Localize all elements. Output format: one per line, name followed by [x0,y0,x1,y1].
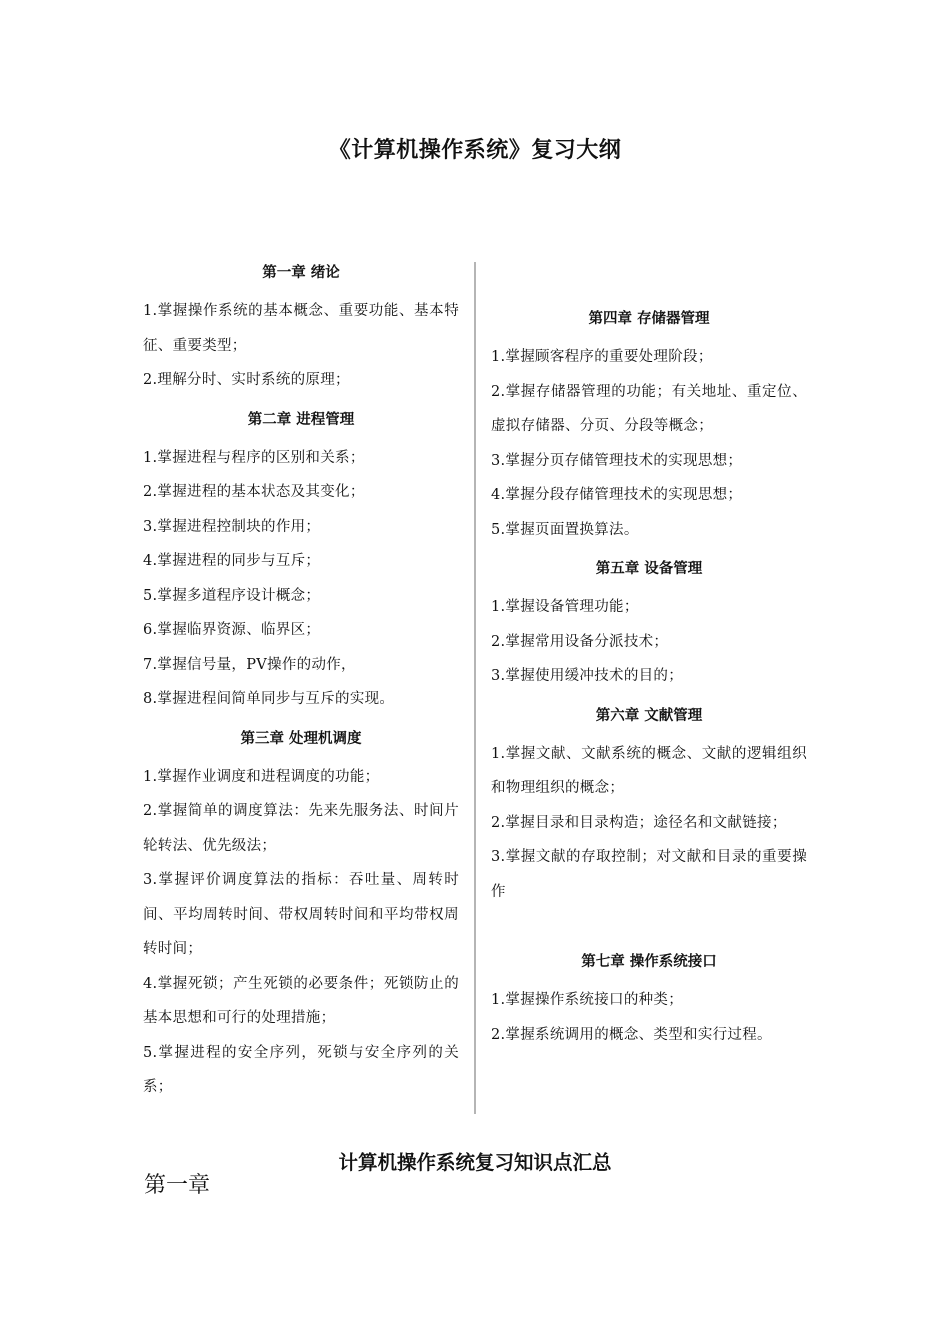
outline-item: 1.掌握文献、文献系统的概念、文献的逻辑组织和物理组织的概念； [491,745,807,796]
outline-item: 2.掌握简单的调度算法：先来先服务法、时间片轮转法、优先级法； [143,803,459,854]
chapter-7 [491,951,807,1052]
outline-item: 2.掌握存储器管理的功能；有关地址、重定位、虚拟存储器、分页、分段等概念； [491,383,807,434]
chapter-4 [491,308,807,547]
outline-item: 1.掌握操作系统接口的种类； [491,992,684,1008]
chapter-heading: 第四章 存储器管理 [588,311,710,327]
column-divider [474,262,476,1114]
chapter-heading: 第二章 进程管理 [247,411,355,428]
outline-item: 1.掌握作业调度和进程调度的功能； [143,768,380,785]
chapter-1 [143,262,459,398]
chapter-heading: 第五章 设备管理 [595,561,703,577]
outline-item: 2.掌握系统调用的概念、类型和实行过程。 [491,1026,772,1043]
left-column [143,262,459,1105]
outline-item: 3.掌握使用缓冲技术的目的； [491,668,684,684]
chapter-5 [491,558,807,694]
outline-item: 2.掌握目录和目录构造；途径名和文献链接； [491,814,787,831]
outline-item: 1.掌握设备管理功能； [491,599,639,615]
outline-item: 2.掌握进程的基本状态及其变化； [143,484,365,500]
outline-item: 8.掌握进程间简单同步与互斥的实现。 [143,691,395,707]
outline-item: 3.掌握进程控制块的作用； [143,518,321,535]
outline-item: 2.掌握常用设备分派技术； [491,633,669,650]
outline-item: 7.掌握信号量，PV操作的动作， [143,656,356,673]
outline-item: 4.掌握分段存储管理技术的实现思想； [491,487,743,503]
summary-title: 计算机操作系统复习知识点汇总 [338,1151,612,1174]
outline-item: 3.掌握分页存储管理技术的实现思想； [491,452,743,469]
outline-item: 1.掌握顾客程序的重要处理阶段； [491,349,713,365]
chapter-heading: 第七章 操作系统接口 [581,954,717,970]
outline-item: 3.掌握文献的存取控制；对文献和目录的重要操作 [491,849,807,900]
outline-item: 4.掌握死锁；产生死锁的必要条件；死锁防止的基本思想和可行的处理措施； [143,975,459,1026]
outline-item: 3.掌握评价调度算法的指标：吞吐量、周转时间、平均周转时间、带权周转时间和平均带权周转时间； [143,872,459,957]
outline-item: 1.掌握操作系统的基本概念、重要功能、基本特征、重要类型； [143,303,459,354]
outline-item: 2.理解分时、实时系统的原理； [143,372,350,388]
outline-item: 5.掌握多道程序设计概念； [143,587,321,604]
chapter-6 [491,705,807,910]
outline-item: 5.掌握进程的安全序列，死锁与安全序列的关系； [143,1044,459,1095]
right-column [491,308,807,1052]
chapter-heading: 第三章 处理机调度 [240,730,362,747]
section-label: 第一章 [144,1173,211,1198]
outline-item: 1.掌握进程与程序的区别和关系； [143,449,365,466]
outline-item: 6.掌握临界资源、临界区； [143,622,321,638]
chapter-3 [143,728,459,1105]
outline-item: 4.掌握进程的同步与互斥； [143,553,321,569]
chapter-heading: 第一章 绪论 [262,265,340,281]
chapter-2 [143,409,459,717]
chapter-heading: 第六章 文献管理 [595,707,703,724]
outline-item: 5.掌握页面置换算法。 [491,521,639,538]
document-title: 《计算机操作系统》复习大纲 [328,138,622,163]
